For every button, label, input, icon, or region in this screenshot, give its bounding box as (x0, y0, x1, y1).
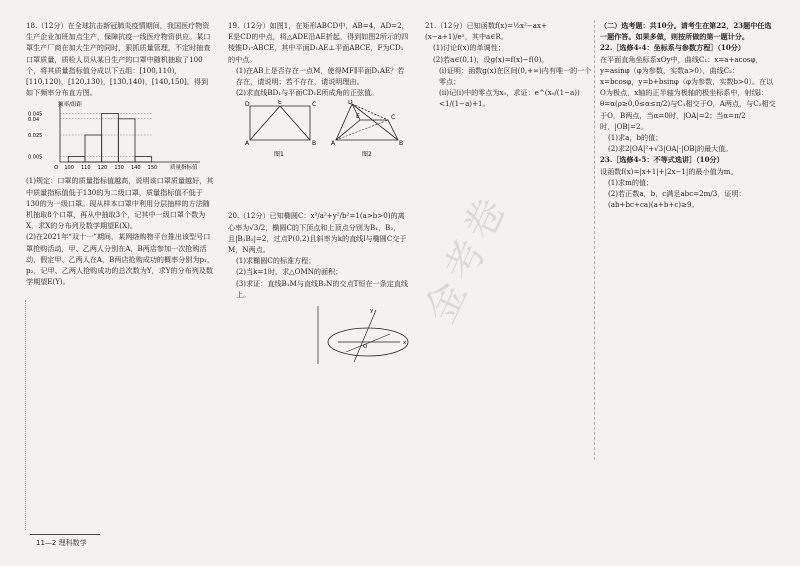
question-21 (425, 20, 593, 110)
histogram-bar (135, 157, 152, 162)
q18-part1: (1)规定：口罩的质量指标值越高，说明该口罩质量越好，其中质量指标值低于130的为二级口罩，质量指标值不低于130的为一级口罩。现从样本口罩中利用分层抽样的方法随机抽取8个口罩，再从中抽取3个，记其中一级口罩个数为X，求X的分布列及数学期望E(X)。 (26, 176, 214, 231)
q21-head: 21.（12分）已知函数f(x)=½x²−ax+(x−a+1)/eˣ，其中a∈R。 (425, 21, 547, 42)
x-tick-label: 150 (147, 165, 158, 172)
q21-part2-i: (i)证明：函数g(x)在区间(0,+∞)内有唯一的一个零点； (439, 65, 592, 87)
histogram-bar (118, 119, 135, 162)
q18-head: 18.（12分）在全球抗击新冠肺炎疫情期间，我国医疗物资生产企业加班加点生产，保障抗疫一线医疗物资供应。某口罩生产厂商在加大生产的同时，狠抓质量管理，不定时抽查口罩质量，质检人员从某日生产的口罩中随机抽取了100个，将其质量指标值分成以下五组：[100,110)，[110,120)，[120,130)，[130,140)，[140,150]，得到如下频率分布直方图。 (26, 21, 211, 98)
x-tick-label: 130 (114, 165, 124, 172)
svg-text:C: C (391, 114, 396, 122)
histogram-bar (85, 135, 102, 162)
q20-part3: (3)求证：直线B₁M与直线B₂N的交点T恒在一条定直线上。 (236, 278, 409, 299)
q22-part2: (2)求2|OA|²+√3|OA|·|OB|的最大值。 (608, 144, 733, 154)
figure-1-rectangle (245, 100, 316, 147)
ellipse-figure (228, 304, 410, 366)
histogram-bar (68, 157, 85, 162)
svg-text:A: A (331, 140, 336, 148)
svg-text:B: B (399, 140, 404, 148)
column-divider (594, 20, 595, 460)
svg-text:y: y (370, 308, 374, 315)
questions-22-23 (600, 20, 776, 210)
q20-part1: (1)求椭圆C的标准方程； (236, 256, 316, 266)
y-axis-label: 频率/组距 (58, 102, 82, 109)
x-tick-label: 140 (131, 165, 141, 172)
q23-part2: (2)若正数a，b，c满足abc=2m/3，证明：(ab+bc+ca)(a+b+c)≥9。 (608, 189, 746, 210)
svg-text:O: O (363, 344, 368, 351)
x-tick-label: 100 (64, 165, 74, 172)
q19-part2: (2)求直线BD₁与平面CD₁E所成角的正弦值。 (236, 88, 379, 98)
svg-text:C: C (312, 101, 317, 109)
q23-body: 设函数f(x)=|x+1|+|2x−1|的最小值为m。 (600, 166, 738, 176)
q18-part2: (2)在2021年“双十一”期间，某网络购物平台推出该型号口罩抢购活动，甲、乙两人分别在A，B两店参加一次抢购活动，假定甲、乙两人在A，B两店抢购成功的概率分别为p₁，p₂，记甲、乙两人抢购成功的总次数为Y，求Y的分布列及数学期望E(Y)。 (26, 232, 214, 287)
figure-2-pyramid (331, 100, 403, 147)
y-tick-label: 0.005 (28, 155, 43, 162)
q19-part1: (1)在AB上是否存在一点M，使得MF∥平面D₁AE？若存在，请说明；若不存在，请说明理由。 (236, 65, 405, 87)
y-tick-label: 0.045 (28, 111, 43, 118)
svg-text:D: D (245, 101, 250, 109)
questions-19-20 (228, 20, 410, 366)
histogram-chart (26, 100, 214, 172)
x-tick-label: 120 (97, 165, 108, 172)
fig1-caption: 图1 (274, 151, 284, 159)
question-18 (26, 20, 214, 287)
watermark: 金考卷 (417, 185, 518, 331)
svg-text:A: A (245, 140, 250, 148)
footer-rule (30, 534, 100, 535)
q21-part2: (2)若a∈(0,1)，设g(x)=f(x)−f(0)。 (433, 54, 549, 64)
x-axis-label: 质量指标值 (170, 165, 198, 172)
q23-head: 23.［选修4-5：不等式选讲］（10分） (600, 155, 724, 165)
x-tick-label: 110 (81, 165, 91, 172)
svg-text:E: E (278, 100, 282, 107)
page-footer: 11—2 理科数学 (36, 539, 87, 547)
q21-part1: (1)讨论f(x)的单调性； (433, 43, 505, 53)
origin-label: O (54, 165, 59, 172)
q20-head: 20.（12分）已知椭圆C：x²/a²+y²/b²=1(a>b>0)的离心率为√3/2，椭圆C的下顶点和上顶点分别为B₁，B₂，且|B₁B₂|=2，过点P(0,2)且斜率为k的直线l与椭圆C交于M，N两点。 (228, 211, 407, 255)
q23-part1: (1)求m的值； (608, 177, 654, 187)
svg-text:E: E (356, 113, 360, 121)
q21-part2-ii: (ii)记(i)中的零点为x₀，求证：e^(x₀/(1−a))<1/(1−a)+1。 (439, 88, 580, 109)
q20-part2: (2)当k=1时，求△OMN的面积； (236, 267, 343, 277)
q22-head: 22.［选修4-4：坐标系与参数方程］（10分） (600, 43, 745, 53)
svg-text:B: B (312, 140, 317, 148)
spacer (228, 164, 410, 210)
optional-intro: （二）选考题：共10分。请考生在第22，23题中任选一题作答。如果多做，则按所做的第一题计分。 (600, 21, 772, 42)
binding-margin-line (25, 300, 26, 530)
histogram-plot (28, 100, 200, 171)
q22-body: 在平面直角坐标系xOy中，曲线C₁：x=a+acosφ，y=asinφ（φ为参数，实数a>0），曲线C₂：x=bcosφ，y=b+bsinφ（φ为参数，实数b>0）。在以O为极点，x轴的正半轴为极轴的极坐标系中，射线l：θ=α(ρ≥0,0≤α≤π/2)与C₁相交于O，A两点，与C₂相交于O，B两点，当α=0时，|OA|=2；当α=π/2时，|OB|=2。 (600, 54, 776, 131)
y-tick-label: 0.025 (28, 133, 43, 140)
q22-part1: (1)求a，b的值； (608, 133, 663, 143)
q19-head: 19.（12分）如图1，在矩形ABCD中，AB=4，AD=2，E是CD的中点，将△ADE沿AE折起，得到如图2所示的四棱锥D₁-ABCE，其中平面D₁AE⊥平面ABCE，F为CD₁的中点。 (228, 21, 409, 64)
svg-text:D: D (348, 100, 353, 107)
fig2-caption: 图2 (362, 151, 372, 159)
q19-figures (228, 100, 410, 162)
histogram-bar (102, 114, 119, 163)
y-tick-label: 0.04 (28, 117, 40, 124)
svg-text:x: x (403, 340, 407, 347)
